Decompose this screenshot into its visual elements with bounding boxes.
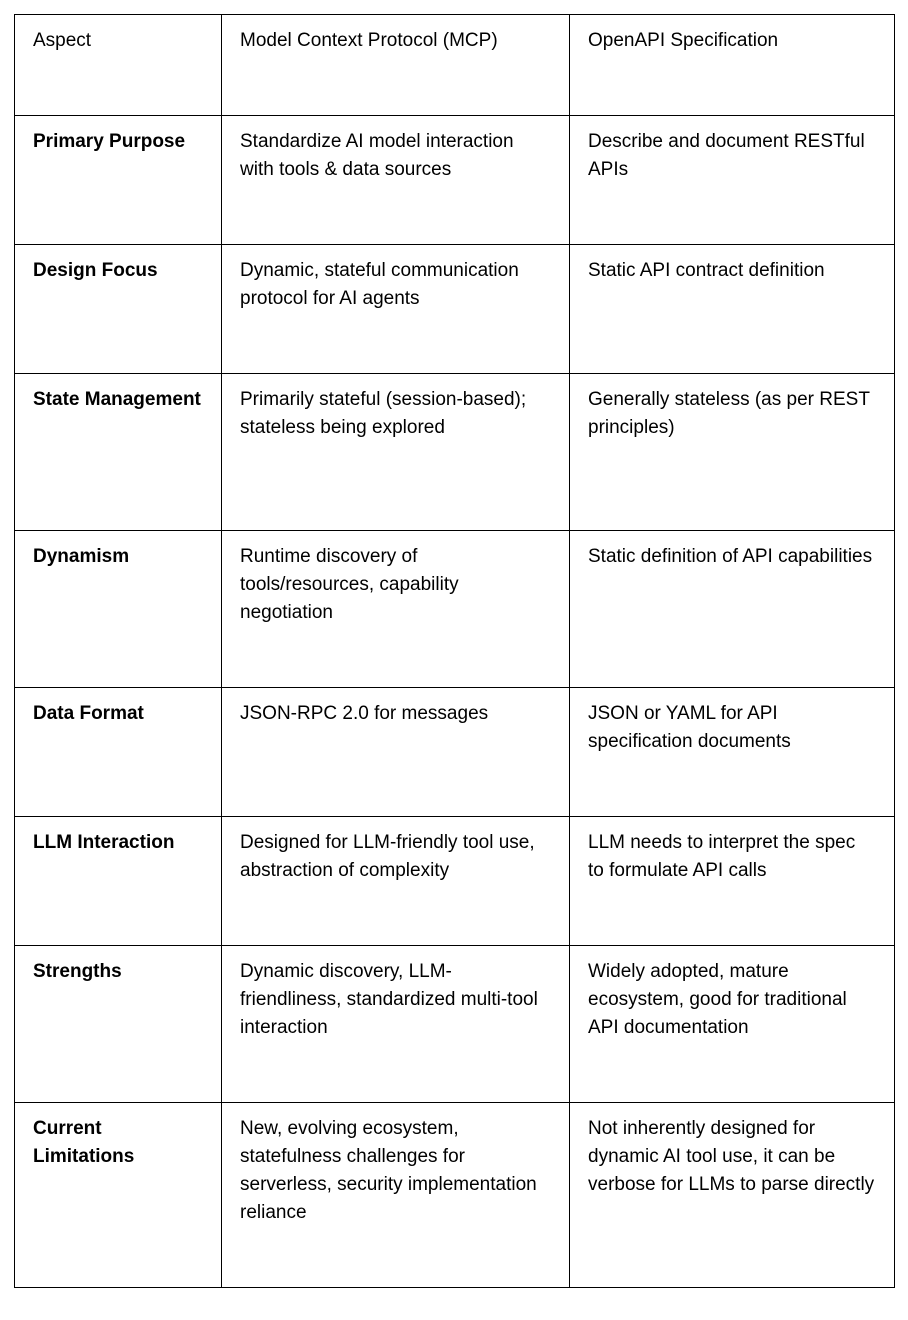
row-openapi-cell: JSON or YAML for API specification documents bbox=[570, 688, 895, 817]
header-aspect: Aspect bbox=[15, 15, 222, 116]
row-mcp-cell: Dynamic, stateful communication protocol for AI agents bbox=[222, 245, 570, 374]
row-aspect: Design Focus bbox=[15, 245, 222, 374]
row-openapi-cell: Static API contract definition bbox=[570, 245, 895, 374]
table-header-row bbox=[15, 15, 895, 116]
table-row bbox=[15, 1103, 895, 1288]
row-mcp-cell: Primarily stateful (session-based); stateless being explored bbox=[222, 374, 570, 531]
table-row bbox=[15, 946, 895, 1103]
row-aspect: Data Format bbox=[15, 688, 222, 817]
row-mcp-cell: Dynamic discovery, LLM-friendliness, standardized multi-tool interaction bbox=[222, 946, 570, 1103]
row-openapi-cell: LLM needs to interpret the spec to formulate API calls bbox=[570, 817, 895, 946]
header-openapi: OpenAPI Specification bbox=[570, 15, 895, 116]
header-mcp: Model Context Protocol (MCP) bbox=[222, 15, 570, 116]
row-openapi-cell: Generally stateless (as per REST principles) bbox=[570, 374, 895, 531]
table-row bbox=[15, 374, 895, 531]
table-row bbox=[15, 245, 895, 374]
row-aspect: Strengths bbox=[15, 946, 222, 1103]
row-aspect: Dynamism bbox=[15, 531, 222, 688]
row-openapi-cell: Static definition of API capabilities bbox=[570, 531, 895, 688]
table-row bbox=[15, 531, 895, 688]
row-aspect: Primary Purpose bbox=[15, 116, 222, 245]
comparison-table bbox=[14, 14, 895, 1288]
table-row bbox=[15, 817, 895, 946]
row-aspect: Current Limitations bbox=[15, 1103, 222, 1288]
row-openapi-cell: Widely adopted, mature ecosystem, good for traditional API documentation bbox=[570, 946, 895, 1103]
row-aspect: LLM Interaction bbox=[15, 817, 222, 946]
row-mcp-cell: Designed for LLM-friendly tool use, abstraction of complexity bbox=[222, 817, 570, 946]
row-aspect: State Management bbox=[15, 374, 222, 531]
row-openapi-cell: Describe and document RESTful APIs bbox=[570, 116, 895, 245]
row-mcp-cell: Standardize AI model interaction with tools & data sources bbox=[222, 116, 570, 245]
row-openapi-cell: Not inherently designed for dynamic AI tool use, it can be verbose for LLMs to parse directly bbox=[570, 1103, 895, 1288]
row-mcp-cell: New, evolving ecosystem, statefulness challenges for serverless, security implementation reliance bbox=[222, 1103, 570, 1288]
row-mcp-cell: JSON-RPC 2.0 for messages bbox=[222, 688, 570, 817]
table-row bbox=[15, 688, 895, 817]
row-mcp-cell: Runtime discovery of tools/resources, capability negotiation bbox=[222, 531, 570, 688]
table-row bbox=[15, 116, 895, 245]
